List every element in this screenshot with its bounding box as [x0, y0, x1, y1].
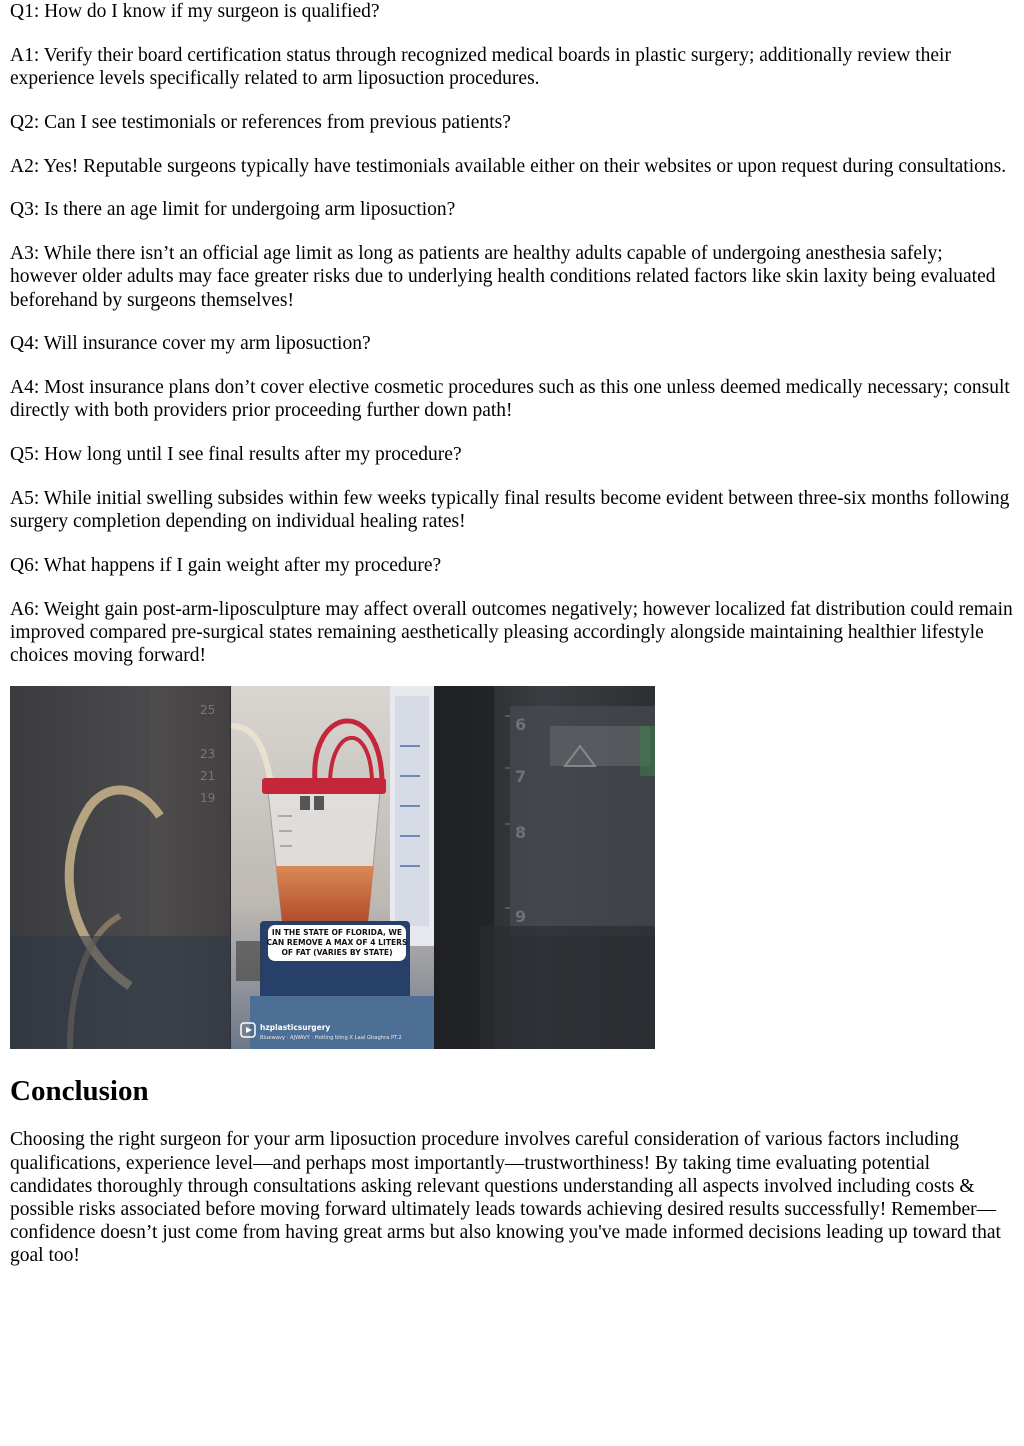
faq-question-6: Q6: What happens if I gain weight after my procedure? — [10, 554, 442, 576]
liposuction-video-still — [10, 686, 655, 1049]
video-caption-line-3: OF FAT (VARIES BY STATE) — [281, 948, 393, 958]
right-scale-mark-2: 7 — [515, 767, 527, 787]
faq-answer-1: A1: Verify their board certification status through recognized medical boards in plastic surgery; additionally review their experience levels specifically related to arm liposuction procedures. — [10, 44, 951, 89]
right-scale-mark-1: 6 — [515, 715, 527, 735]
faq-answer-5: A5: While initial swelling subsides within few weeks typically final results become evident between three-six months following surgery completion depending on individual healing rates! — [10, 487, 1010, 533]
left-scale-mark-4: 19 — [200, 791, 216, 806]
left-scale-mark-3: 21 — [200, 769, 216, 784]
right-scale-mark-4: 9 — [515, 907, 527, 927]
video-caption-line-2: CAN REMOVE A MAX OF 4 LITERS — [266, 938, 408, 948]
article-body — [10, 0, 1014, 1268]
conclusion-heading: Conclusion — [10, 1075, 149, 1108]
faq-question-2: Q2: Can I see testimonials or references from previous patients? — [10, 111, 511, 133]
faq-answer-3: A3: While there isn’t an official age limit as long as patients are healthy adults capable of undergoing anesthesia safely; however older adults may face greater risks due to underlying health conditions related factors like skin laxity being evaluated beforehand by surgeons themselves! — [10, 243, 996, 311]
faq-question-5: Q5: How long until I see final results after my procedure? — [10, 444, 462, 466]
faq-question-4: Q4: Will insurance cover my arm liposuction? — [10, 333, 371, 355]
faq-answer-2: A2: Yes! Reputable surgeons typically have testimonials available either on their websites or upon request during consultations. — [10, 155, 1007, 177]
video-account-name: hzplasticsurgery — [260, 1023, 331, 1033]
right-scale-mark-3: 8 — [515, 823, 527, 843]
left-scale-mark-1: 25 — [200, 703, 216, 718]
faq-answer-4: A4: Most insurance plans don’t cover elective cosmetic procedures such as this one unless deemed medically necessary; consult directly with both providers prior proceeding further down path! — [10, 377, 1010, 422]
faq-question-3: Q3: Is there an age limit for undergoing arm liposuction? — [10, 199, 456, 221]
faq-answer-6: A6: Weight gain post-arm-liposculpture may affect overall outcomes negatively; however localized fat distribution could remain improved compared pre-surgical states remaining aesthetically pleasing accordingly alongside maintaining healthier lifestyle choices moving forward! — [10, 598, 1013, 667]
video-caption-line-1: IN THE STATE OF FLORIDA, WE — [271, 928, 403, 938]
video-audio-credit: Bluewavy · AJWAVY · Hotling bling X Laal Ghaghra PT.2 — [260, 1035, 402, 1042]
faq-question-1: Q1: How do I know if my surgeon is qualified? — [10, 1, 380, 22]
conclusion-text: Choosing the right surgeon for your arm liposuction procedure involves careful consideration of various factors including qualifications, experience level—and perhaps most importantly—trustworthiness! By taking time evaluating potential candidates thoroughly through consultations asking relevant questions understanding all aspects involved including costs & possible risks associated before moving forward ultimately leads towards achieving desired results successfully! Remember—confidence doesn’t just come from having great arms but also knowing you've made informed decisions leading up toward that goal too! — [10, 1129, 1001, 1267]
left-scale-mark-2: 23 — [200, 747, 216, 762]
